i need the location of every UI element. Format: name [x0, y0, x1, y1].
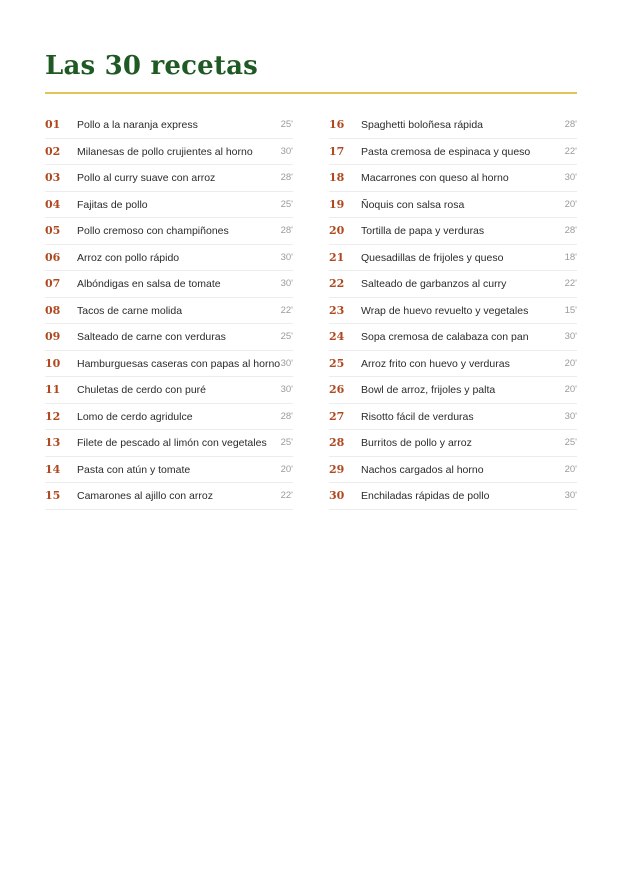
recipe-name: Salteado de carne con verduras — [77, 331, 226, 343]
recipe-row[interactable] — [45, 404, 293, 431]
recipe-time: 25' — [280, 331, 293, 342]
recipe-name: Pollo al curry suave con arroz — [77, 172, 216, 184]
recipe-name: Tortilla de papa y verduras — [361, 225, 485, 237]
recipe-time: 25' — [280, 198, 293, 210]
recipe-row[interactable] — [329, 218, 577, 245]
recipe-name: Macarrones con queso al horno — [361, 172, 509, 184]
recipe-name: Pollo cremoso con champiñones — [77, 225, 229, 237]
recipe-name: Milanesas de pollo crujientes al horno — [77, 145, 253, 158]
recipe-row[interactable] — [329, 112, 577, 139]
recipe-number: 07 — [45, 277, 61, 290]
recipe-row[interactable] — [45, 165, 293, 192]
recipe-name: Ñoquis con salsa rosa — [361, 198, 465, 211]
recipe-name: Pasta con atún y tomate — [77, 463, 191, 476]
recipe-row[interactable] — [45, 245, 293, 272]
recipe-time: 28' — [564, 225, 577, 236]
recipe-name: Salteado de garbanzos al curry — [361, 278, 507, 290]
recipe-time: 20' — [564, 357, 577, 369]
recipe-number: 20 — [329, 224, 345, 237]
recipe-row[interactable] — [45, 483, 293, 510]
recipe-time: 22' — [280, 490, 293, 501]
recipe-row[interactable] — [329, 430, 577, 457]
recipe-time: 22' — [564, 278, 577, 289]
recipe-name: Quesadillas de frijoles y queso — [361, 251, 504, 264]
recipe-row[interactable] — [45, 271, 293, 298]
recipe-row[interactable] — [329, 351, 577, 378]
recipe-name: Camarones al ajillo con arroz — [77, 490, 213, 502]
recipe-number: 15 — [45, 489, 61, 502]
recipe-name: Filete de pescado al limón con vegetales — [77, 437, 267, 449]
recipe-number: 12 — [45, 409, 61, 423]
recipe-row[interactable] — [45, 377, 293, 404]
recipe-name: Spaghetti boloñesa rápida — [361, 119, 484, 131]
recipe-row[interactable] — [329, 324, 577, 351]
recipe-time: 28' — [564, 119, 577, 130]
recipe-name: Burritos de pollo y arroz — [361, 437, 472, 449]
recipe-number: 16 — [329, 118, 345, 131]
recipe-time: 30' — [564, 490, 577, 501]
recipe-time: 30' — [564, 410, 577, 422]
recipe-number: 10 — [45, 356, 61, 370]
recipe-list-right-column — [329, 112, 577, 510]
recipe-time: 28' — [280, 410, 293, 422]
recipe-row[interactable] — [45, 192, 293, 219]
recipe-time: 20' — [564, 463, 577, 475]
recipe-number: 26 — [329, 383, 345, 396]
recipe-name: Pasta cremosa de espinaca y queso — [361, 145, 531, 158]
recipe-row[interactable] — [45, 351, 293, 378]
recipe-name: Lomo de cerdo agridulce — [77, 410, 193, 423]
recipe-name: Tacos de carne molida — [77, 304, 183, 317]
recipe-name: Arroz frito con huevo y verduras — [361, 357, 510, 370]
recipe-number: 27 — [329, 409, 345, 423]
recipe-name: Fajitas de pollo — [77, 198, 148, 211]
recipe-row[interactable] — [329, 165, 577, 192]
recipe-number: 08 — [45, 303, 61, 317]
recipe-number: 22 — [329, 277, 345, 290]
recipe-name: Sopa cremosa de calabaza con pan — [361, 331, 529, 343]
recipe-row[interactable] — [329, 457, 577, 484]
recipe-list-left-column — [45, 112, 293, 510]
recipe-number: 01 — [45, 118, 61, 131]
recipe-name: Chuletas de cerdo con puré — [77, 384, 206, 396]
recipe-row[interactable] — [329, 404, 577, 431]
recipe-name: Hamburguesas caseras con papas al horno — [77, 357, 281, 370]
recipe-number: 02 — [45, 144, 61, 158]
recipe-time: 20' — [564, 198, 577, 210]
recipe-row[interactable] — [329, 271, 577, 298]
recipe-time: 30' — [280, 145, 293, 157]
recipe-time: 30' — [280, 251, 293, 263]
recipe-time: 25' — [280, 119, 293, 130]
recipe-number: 14 — [45, 462, 61, 476]
page-title: Las 30 recetas — [45, 51, 258, 81]
recipe-row[interactable] — [45, 324, 293, 351]
recipe-row[interactable] — [329, 192, 577, 219]
recipe-time: 15' — [564, 304, 577, 316]
recipe-row[interactable] — [45, 430, 293, 457]
recipe-row[interactable] — [45, 112, 293, 139]
recipe-number: 05 — [45, 224, 61, 237]
recipe-row[interactable] — [45, 218, 293, 245]
recipe-name: Arroz con pollo rápido — [77, 251, 180, 264]
recipe-time: 28' — [280, 172, 293, 183]
recipe-time: 30' — [280, 357, 293, 369]
recipe-number: 18 — [329, 171, 345, 184]
recipe-time: 30' — [280, 278, 293, 289]
recipe-row[interactable] — [329, 377, 577, 404]
title-divider — [45, 92, 577, 94]
recipe-time: 18' — [564, 251, 577, 263]
recipe-row[interactable] — [329, 245, 577, 272]
recipe-number: 19 — [329, 197, 345, 211]
recipe-time: 20' — [280, 463, 293, 475]
recipe-number: 29 — [329, 462, 345, 476]
recipe-number: 11 — [45, 383, 61, 396]
recipe-time: 20' — [564, 384, 577, 395]
recipe-number: 28 — [329, 436, 345, 449]
recipe-name: Bowl de arroz, frijoles y palta — [361, 384, 496, 396]
recipe-number: 24 — [329, 330, 345, 343]
recipe-number: 03 — [45, 171, 61, 184]
recipe-number: 04 — [45, 197, 61, 211]
recipe-row[interactable] — [45, 457, 293, 484]
recipe-name: Risotto fácil de verduras — [361, 410, 474, 423]
recipe-time: 30' — [564, 172, 577, 183]
recipe-row[interactable] — [329, 139, 577, 166]
recipe-number: 09 — [45, 330, 61, 343]
recipe-number: 06 — [45, 250, 61, 264]
recipe-row[interactable] — [329, 298, 577, 325]
recipe-number: 21 — [329, 250, 345, 264]
recipe-number: 23 — [329, 303, 345, 317]
recipe-name: Enchiladas rápidas de pollo — [361, 490, 490, 502]
recipe-number: 17 — [329, 144, 345, 158]
recipe-row[interactable] — [329, 483, 577, 510]
recipe-name: Wrap de huevo revuelto y vegetales — [361, 304, 529, 317]
recipe-time: 22' — [280, 304, 293, 316]
recipe-number: 30 — [329, 489, 345, 502]
recipe-row[interactable] — [45, 139, 293, 166]
recipe-number: 13 — [45, 436, 61, 449]
recipe-name: Nachos cargados al horno — [361, 463, 484, 476]
recipe-time: 28' — [280, 225, 293, 236]
recipe-name: Pollo a la naranja express — [77, 119, 198, 131]
recipe-time: 25' — [280, 437, 293, 448]
recipe-number: 25 — [329, 356, 345, 370]
recipe-time: 30' — [564, 331, 577, 342]
recipe-time: 22' — [564, 145, 577, 157]
recipe-row[interactable] — [45, 298, 293, 325]
recipe-name: Albóndigas en salsa de tomate — [77, 278, 221, 290]
recipe-time: 30' — [280, 384, 293, 395]
recipe-time: 25' — [564, 437, 577, 448]
